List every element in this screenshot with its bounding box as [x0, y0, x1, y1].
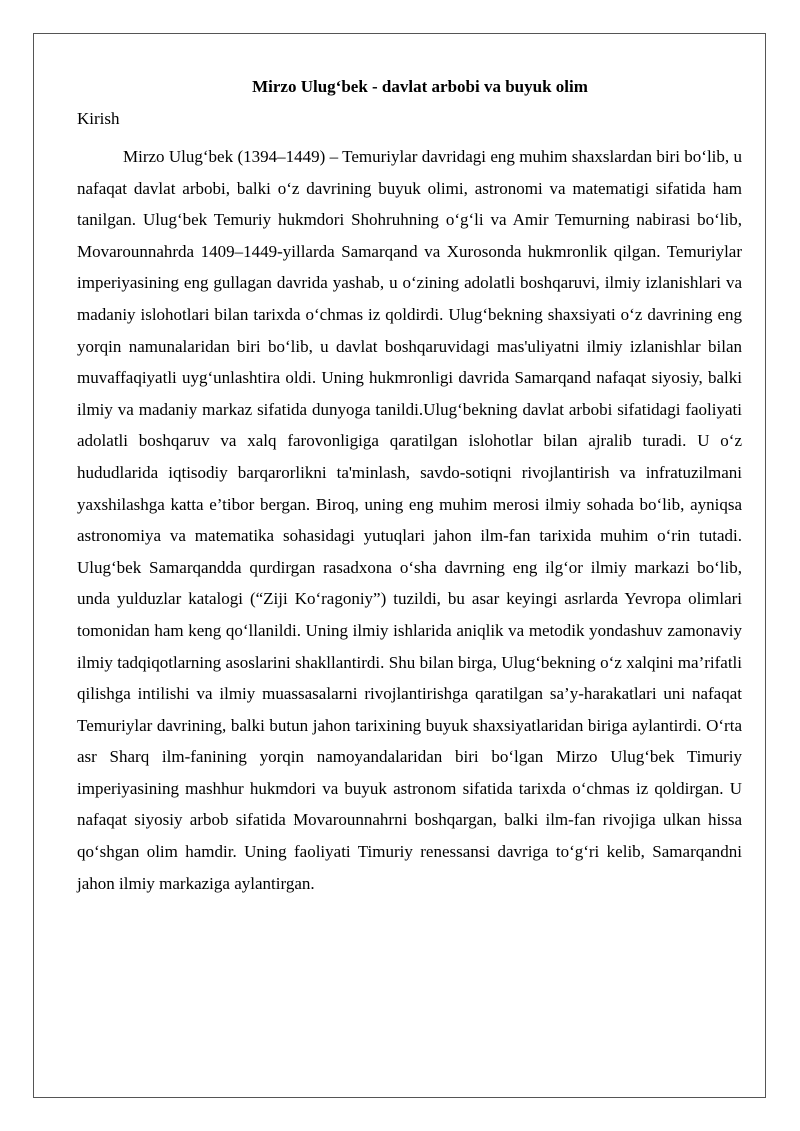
section-heading: Kirish [77, 109, 120, 128]
document-title: Mirzo Ulug‘bek - davlat arbobi va buyuk olim [252, 77, 588, 96]
body-paragraph: Mirzo Ulug‘bek (1394–1449) – Temuriylar davridagi eng muhim shaxslardan biri bo‘lib, u nafaqat davlat arbobi, balki o‘z davrining buyuk olimi, astronomi va matematigi sifatida ham tanilgan. Ulug‘bek Temuriy hukmdori Shohruhning o‘g‘li va Amir Temurning nabirasi bo‘lib, Movarounnahrda 1409–1449-yillarda Samarqand va Xurosonda hukmronlik qilgan. Temuriylar imperiyasining eng gullagan davrida yashab, u o‘zining adolatli boshqaruvi, ilmiy izlanishlari va madaniy islohotlari bilan tarixda o‘chmas iz qoldirdi. Ulug‘bekning shaxsiyati o‘z davrining eng yorqin namunalaridan biri bo‘lib, u davlat boshqaruvidagi mas'uliyatni ilmiy izlanishlar bilan muvaffaqiyatli uyg‘unlashtira oldi. Uning hukmronligi davrida Samarqand nafaqat siyosiy, balki ilmiy va madaniy markaz sifatida dunyoga tanildi.Ulug‘bekning davlat arbobi sifatidagi faoliyati adolatli boshqaruv va xalq farovonligiga qaratilgan islohotlar bilan ajralib turadi. U o‘z hududlarida iqtisodiy barqarorlikni ta'minlash, savdo-sotiqni rivojlantirish va infratuzilmani yaxshilashga katta e’tibor bergan. Biroq, uning eng muhim merosi ilmiy sohada bo‘lib, ayniqsa astronomiya va matematika sohasidagi yutuqlari jahon ilm-fan tarixida muhim o‘rin tutadi. Ulug‘bek Samarqandda qurdirgan rasadxona o‘sha davrning eng ilg‘or ilmiy markazi bo‘lib, unda yulduzlar katalogi (“Ziji Ko‘ragoniy”) tuzildi, bu asar keyingi asrlarda Yevropa olimlari tomonidan ham keng qo‘llanildi. Uning ilmiy ishlarida aniqlik va metodik yondashuv zamonaviy ilmiy tadqiqotlarning asoslarini shakllantirdi. Shu bilan birga, Ulug‘bekning o‘z xalqini ma’rifatli qilishga intilishi va ilmiy muassasalarni rivojlantirishga qaratilgan sa’y-harakatlari uni nafaqat Temuriylar davrining, balki butun jahon tarixining buyuk shaxsiyatlaridan biriga aylantirdi. O‘rta asr Sharq ilm-fanining yorqin namoyandalaridan biri bo‘lgan Mirzo Ulug‘bek Timuriy imperiyasining mashhur hukmdori va buyuk astronom sifatida tarixda o‘chmas iz qoldirgan. U nafaqat siyosiy arbob sifatida Movarounnahrni boshqargan, balki ilm-fan rivojiga ulkan hissa qo‘shgan olim hamdir. Uning faoliyati Timuriy renessansi davriga to‘g‘ri kelib, Samarqandni jahon ilmiy markaziga aylantirgan. [77, 147, 742, 893]
